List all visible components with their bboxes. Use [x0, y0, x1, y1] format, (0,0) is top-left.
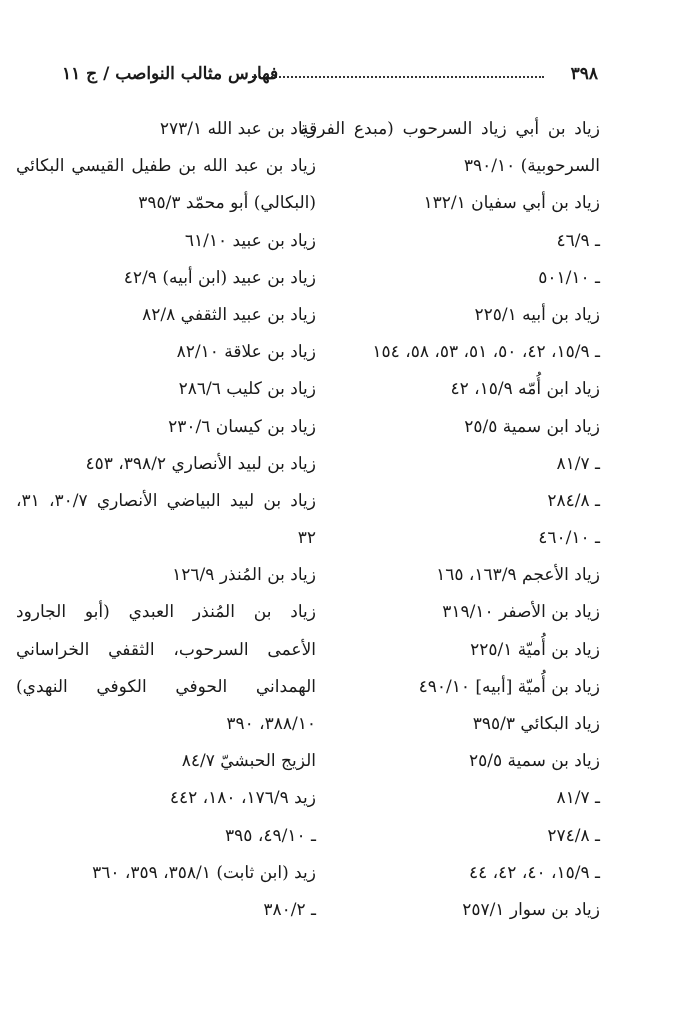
index-entry: زيد (ابن ثابت) ٣٥٨/١، ٣٥٩، ٣٦٠: [92, 862, 316, 883]
index-entry: زياد بن كيسان ٢٣٠/٦: [168, 416, 316, 437]
header-title: فهارس مثالب النواصب / ج ١١: [62, 64, 279, 84]
header-leader-dots: [252, 76, 544, 78]
index-entry: زيد ١٧٦/٩، ١٨٠، ٤٤٢: [169, 788, 316, 809]
index-entry: زياد بن أبي زياد السرحوب (مبدع الفرقة: [300, 119, 600, 139]
index-entry: الزيج الحبشيّ ٨٤/٧: [181, 751, 316, 772]
index-column-left: [16, 113, 316, 931]
index-entry: ـ ١٥/٩، ٤٠، ٤٢، ٤٤: [469, 862, 600, 883]
index-entry: زياد بن سمية ٢٥/٥: [468, 751, 600, 772]
index-entry: ـ ٤٦/٩: [556, 230, 600, 251]
index-entry: ـ ٢٨٤/٨: [547, 490, 600, 511]
index-entry: زياد بن المُنذر ١٢٦/٩: [172, 565, 316, 586]
index-entry: زياد بن المُنذر العبدي (أبو الجارود: [16, 602, 316, 623]
running-header: [62, 58, 598, 92]
index-entry: زياد بن عبيد (ابن أبيه) ٤٢/٩: [123, 267, 316, 288]
index-entry: زياد بن عبيد الثقفي ٨٢/٨: [142, 304, 316, 325]
index-entry: ـ ٥٠١/١٠: [538, 267, 600, 288]
index-entry: الأعمى السرحوب، الثقفي الخراساني: [16, 639, 316, 660]
index-entry: زياد بن أُميّة [أبيه] ٤٩٠/١٠: [418, 676, 600, 697]
index-entry: الهمداني الحوفي الكوفي النهدي): [16, 676, 316, 697]
index-entry: ـ ٤٩/١٠، ٣٩٥: [225, 825, 316, 846]
index-entry: ـ ١٥/٩، ٤٢، ٥٠، ٥١، ٥٣، ٥٨، ١٥٤: [372, 342, 600, 363]
index-entry: زياد بن لبيد البياضي الأنصاري ٣٠/٧، ٣١،: [16, 490, 317, 511]
index-column-right: [300, 113, 600, 931]
index-entry: زياد ابن أُمّه ١٥/٩، ٤٢: [450, 379, 600, 400]
index-entry: ـ ٤٦٠/١٠: [538, 528, 600, 549]
index-entry: زياد بن عبد الله ٢٧٣/١: [159, 119, 316, 139]
index-entry: زياد البكائي ٣٩٥/٣: [472, 714, 600, 734]
index-entry: (البكالي) أبو محمّد ٣٩٥/٣: [138, 193, 316, 214]
index-entry: زياد الأعجم ١٦٣/٩، ١٦٥: [436, 565, 600, 586]
index-entry: ٣٨٨/١٠، ٣٩٠: [226, 714, 316, 734]
index-entry: ٣٢: [297, 528, 316, 549]
index-entry: زياد بن عبيد ٦١/١٠: [184, 230, 316, 251]
index-entry: ـ ٨١/٧: [556, 453, 600, 474]
index-entry: زياد بن الأصفر ٣١٩/١٠: [442, 602, 600, 623]
index-entry: ـ ٨١/٧: [556, 788, 600, 809]
index-entry: السرحوبية) ٣٩٠/١٠: [463, 156, 600, 177]
index-entry: زياد بن علاقة ٨٢/١٠: [176, 342, 316, 363]
index-entry: ـ ٣٨٠/٢: [263, 899, 316, 920]
index-entry: زياد بن أُميّة ٢٢٥/١: [470, 639, 600, 660]
index-entry: زياد بن عبد الله بن طفيل القيسي البكائي: [16, 156, 316, 177]
index-entry: زياد بن سوار ٢٥٧/١: [462, 899, 600, 920]
index-entry: زياد بن كليب ٢٨٦/٦: [178, 379, 316, 400]
index-entry: زياد بن أبيه ٢٢٥/١: [474, 304, 600, 325]
index-entry: زياد ابن سمية ٢٥/٥: [464, 416, 600, 437]
index-entry: زياد بن لبيد الأنصاري ٣٩٨/٢، ٤٥٣: [85, 453, 316, 474]
index-entry: ـ ٢٧٤/٨: [547, 825, 600, 846]
index-entry: زياد بن أبي سفيان ١٣٢/١: [423, 193, 600, 214]
page-number: ٣٩٨: [570, 64, 598, 84]
